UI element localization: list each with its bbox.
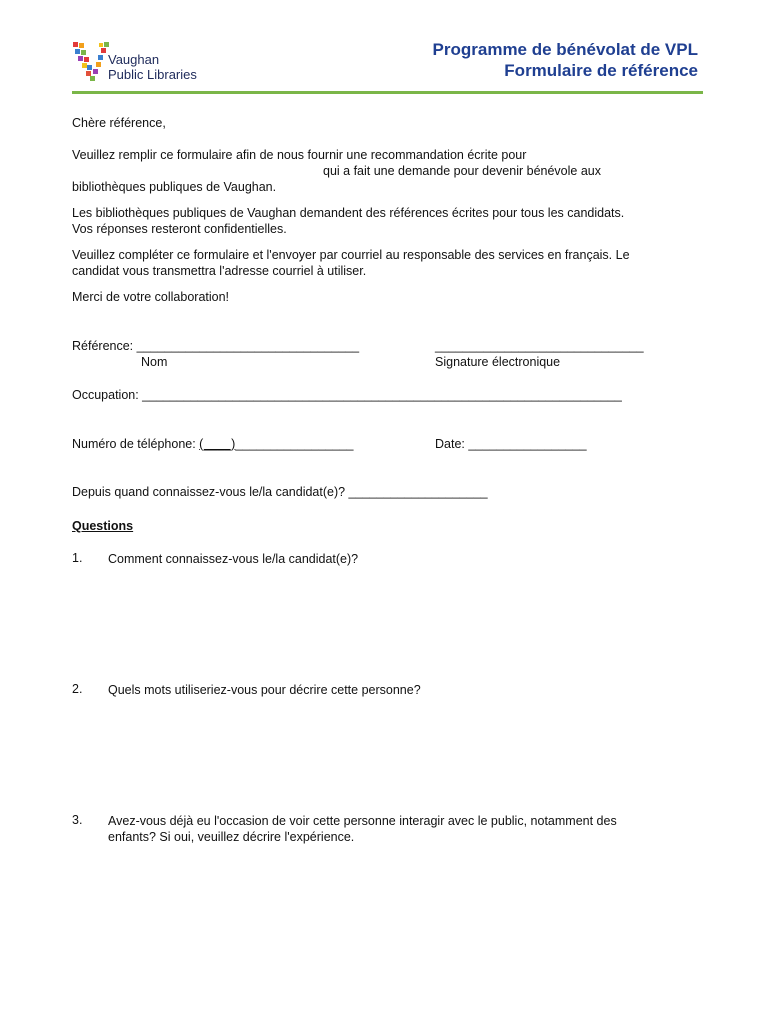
logo-line-1: Vaughan (108, 52, 160, 67)
signature-caption: Signature électronique (435, 355, 561, 369)
questions-heading: Questions (72, 519, 134, 533)
thanks-line: Merci de votre collaboration! (72, 290, 230, 304)
vpl-logo (72, 40, 202, 88)
reference-field[interactable]: Référence: ________________________________ (72, 339, 360, 353)
para1-line2: qui a fait une demande pour devenir bénévole aux (323, 164, 601, 178)
para1-line1: Veuillez remplir ce formulaire afin de nous fournir une recommandation écrite pour (72, 148, 527, 162)
name-caption: Nom (141, 355, 168, 369)
question-1-number: 1. (72, 551, 83, 565)
question-2-text: Quels mots utiliseriez-vous pour décrire cette personne? (108, 683, 421, 697)
phone-line[interactable]: _________________ (235, 437, 354, 451)
phone-label: Numéro de téléphone: (72, 437, 200, 451)
question-1-text: Comment connaissez-vous le/la candidat(e)? (108, 552, 359, 566)
known-since-field[interactable]: Depuis quand connaissez-vous le/la candidat(e)? ____________________ (72, 485, 488, 499)
date-field[interactable]: Date: _________________ (435, 437, 587, 451)
para1-line3: bibliothèques publiques de Vaughan. (72, 180, 277, 194)
greeting: Chère référence, (72, 116, 166, 130)
question-3-text-line2: enfants? Si oui, veuillez décrire l'expérience. (108, 830, 355, 844)
logo-line-2: Public Libraries (108, 67, 197, 82)
question-3-number: 3. (72, 813, 83, 827)
header-divider (72, 91, 703, 94)
occupation-field[interactable]: Occupation: _____________________________________________________________________ (72, 388, 622, 402)
page-title-line-1: Programme de bénévolat de VPL (432, 40, 698, 59)
phone-field[interactable] (72, 437, 354, 451)
vpl-logo-mark-icon (72, 40, 112, 84)
para2-line2: Vos réponses resteront confidentielles. (72, 222, 287, 236)
para2-line1: Les bibliothèques publiques de Vaughan demandent des références écrites pour tous les candidats. (72, 206, 625, 220)
signature-field[interactable]: ______________________________ (435, 339, 644, 353)
para3-line2: candidat vous transmettra l'adresse courriel à utiliser. (72, 264, 367, 278)
question-3-text-line1: Avez-vous déjà eu l'occasion de voir cette personne interagir avec le public, notamment des (108, 814, 617, 828)
phone-area-code[interactable]: (____) (199, 437, 236, 451)
page-title-line-2: Formulaire de référence (504, 61, 698, 80)
para3-line1: Veuillez compléter ce formulaire et l'envoyer par courriel au responsable des services en français. Le (72, 248, 630, 262)
question-2-number: 2. (72, 682, 83, 696)
